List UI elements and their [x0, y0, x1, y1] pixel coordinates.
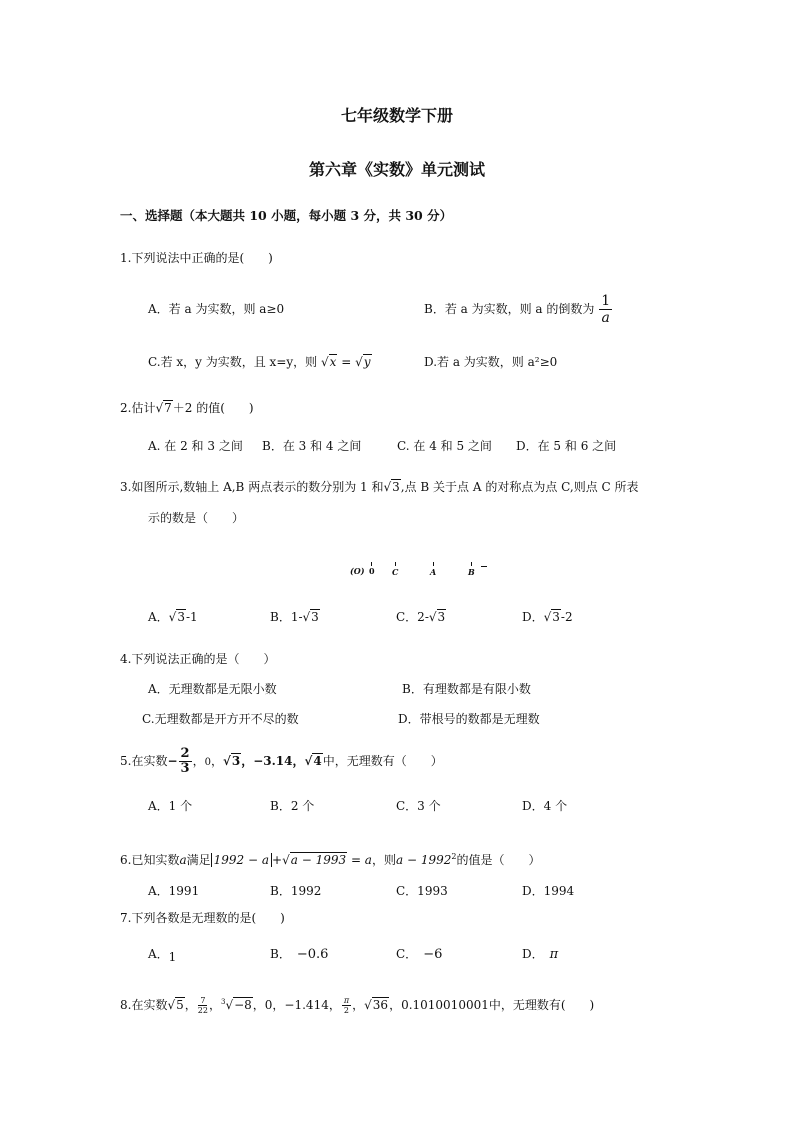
q5-stem-pre: 5.在实数: [120, 754, 168, 768]
q3-line1-post: ,点 B 关于点 A 的对称点为点 C,则点 C 所表: [400, 480, 639, 494]
number-line-origin: (O): [350, 566, 365, 576]
q7-option-c: [396, 946, 442, 963]
q2-option-c: C. 在 4 和 5 之间: [397, 439, 492, 453]
q8-sep1: ，: [184, 998, 197, 1012]
q3-option-d: [522, 609, 573, 625]
q5-den: 3: [180, 761, 190, 776]
q5-sep2: ，: [210, 754, 223, 768]
q5-num: 2: [180, 746, 190, 761]
q2-option-d: D．在 5 和 6 之间: [516, 439, 617, 453]
q8-cube-idx: 3: [220, 998, 226, 1006]
q7-option-d: [522, 946, 558, 963]
q8-r1: 5: [176, 998, 184, 1012]
q8-fraction: [198, 996, 208, 1015]
q6-stem: [120, 849, 540, 868]
q6-stem-pre: 6.已知实数: [120, 853, 180, 867]
q1-c-eq: =: [337, 355, 356, 369]
q6-mid2: ，则: [371, 853, 396, 867]
q1-option-d: D.若 a 为实数，则 a²≥0: [424, 355, 558, 369]
q1-c-text: C.若 x，y 为实数，且 x=y，则: [148, 355, 318, 369]
q5-option-a: A．1 个: [148, 799, 193, 813]
q8-sqrt5: √5: [167, 998, 184, 1012]
q1-b-text: B．若 a 为实数，则 a 的倒数为: [424, 302, 595, 316]
tick-c: [395, 562, 396, 566]
q6-rad: a − 1993: [290, 853, 347, 867]
q2-option-a: A. 在 2 和 3 之间: [148, 439, 243, 453]
q2-stem: [120, 400, 254, 416]
q5-stem-post: 中，无理数有（ ）: [322, 754, 443, 768]
q3-option-a: [148, 609, 198, 625]
q3-d-rad: 3: [552, 610, 560, 624]
q4-option-a: A．无理数都是无限小数: [148, 682, 277, 696]
q6-expr: a − 1992: [395, 853, 452, 867]
q8-f-num: 7: [200, 996, 206, 1005]
number-line-arrow: [481, 566, 487, 567]
q5-mid: ，−3.14，: [241, 754, 305, 768]
q3-d-sqrt: √3: [543, 610, 560, 624]
q7-c-pre: C．: [396, 947, 418, 961]
q5-r2: 4: [313, 754, 322, 768]
q3-line1-rad: 3: [392, 480, 400, 494]
q3-stem-line1: [120, 479, 639, 495]
q8-r2: 36: [372, 998, 389, 1012]
q8-pi-den: 2: [343, 1006, 350, 1015]
doc-subtitle: 第六章《实数》单元测试: [308, 160, 485, 179]
q3-sqrt: √3: [383, 480, 400, 494]
q3-c-rad: 3: [437, 610, 446, 624]
q5-stem: [120, 746, 443, 778]
q8-f-den: 22: [197, 1006, 208, 1015]
q7-b-pre: B．: [270, 947, 291, 961]
q4-stem: 4.下列说法正确的是（ ）: [120, 652, 276, 666]
q3-b-pre: B．1-: [270, 610, 303, 624]
q6-eq: = a: [347, 853, 372, 867]
number-line: [350, 560, 490, 580]
q8-cuberoot: $^3$√−8: [220, 998, 252, 1012]
q5-option-d: D．4 个: [522, 799, 568, 813]
q6-var: a: [179, 853, 187, 867]
q6-stem-post: 的值是（ ）: [456, 853, 541, 867]
doc-title: 七年级数学下册: [340, 106, 453, 125]
q5-zero: 0: [204, 757, 211, 768]
q5-fraction: [179, 747, 192, 776]
q3-b-rad: 3: [311, 610, 319, 624]
q1-b-den: a: [601, 310, 610, 326]
q3-option-c: [396, 609, 446, 625]
q6-abs: 1992 − a: [211, 853, 272, 867]
q1-option-a: A．若 a 为实数，则 a≥0: [148, 302, 285, 316]
q1-c-sqrt-x: √x: [321, 355, 337, 369]
q7-d-pre: D．: [522, 947, 544, 961]
q4-option-c: C.无理数都是开方开不尽的数: [142, 712, 299, 726]
number-line-a: A: [430, 567, 437, 577]
q5-option-c: C．3 个: [396, 799, 441, 813]
q8-sep2: ，: [208, 998, 221, 1012]
q8-mid2: ，0.1010010001: [389, 998, 489, 1012]
q3-a-pre: A．: [148, 610, 169, 624]
q8-sqrt36: √36: [364, 998, 389, 1012]
q4-option-b: B．有理数都是有限小数: [402, 682, 531, 696]
q8-stem: [120, 990, 594, 1017]
q7-a-val: 1: [168, 950, 177, 964]
q6-option-d: D．1994: [522, 884, 575, 898]
q3-c-pre: C．2-: [396, 610, 429, 624]
q7-a-pre: A．: [148, 947, 169, 961]
q8-stem-pre: 8.在实数: [120, 998, 168, 1012]
q5-sqrt4: √4: [304, 754, 322, 768]
q7-d-val: π: [549, 947, 559, 962]
q3-stem-line2: 示的数是（ ）: [148, 511, 245, 525]
q3-d-pre: D．: [522, 610, 544, 624]
q1-stem: 1.下列说法中正确的是( ): [120, 251, 273, 265]
q1-c-sqrt-y: √y: [355, 355, 371, 369]
q3-d-post: -2: [560, 610, 573, 624]
q8-pi-fraction: [342, 996, 351, 1015]
q2-sqrt: √7: [155, 401, 172, 415]
q8-stem-post: 中，无理数有( ): [488, 998, 595, 1012]
q3-a-sqrt: √3: [168, 610, 185, 624]
q7-option-b: [270, 946, 328, 963]
q7-stem: 7.下列各数是无理数的是( ): [120, 911, 285, 925]
number-line-b: B: [468, 567, 475, 577]
q7-c-val: −6: [423, 947, 443, 962]
number-line-zero: 0: [369, 566, 375, 576]
tick-a: [433, 562, 434, 566]
q8-pi-num: π: [343, 996, 350, 1005]
q1-option-c: [148, 354, 372, 370]
q7-option-a: [148, 946, 176, 962]
q3-a-rad: 3: [177, 610, 185, 624]
q1-c-x: x: [329, 355, 337, 369]
q3-c-sqrt: √3: [428, 610, 446, 624]
q5-sep1: ，: [192, 754, 205, 768]
q7-b-val: −0.6: [296, 947, 329, 962]
q6-plus: +: [272, 853, 283, 867]
q8-mid1: ，0，−1.414，: [252, 998, 341, 1012]
section-heading: 一、选择题（本大题共 10 小题，每小题 3 分，共 30 分）: [120, 208, 453, 223]
q1-option-b: [424, 293, 613, 326]
q3-a-post: -1: [185, 610, 198, 624]
q8-cube-rad: −8: [234, 998, 252, 1012]
q1-b-fraction: [599, 293, 612, 326]
q2-stem-pre: 2.估计: [120, 401, 156, 415]
q2-option-b: B．在 3 和 4 之间: [262, 439, 362, 453]
q5-neg: −: [167, 754, 178, 768]
q1-c-y: y: [363, 355, 371, 369]
q5-sqrt3: √3: [222, 754, 241, 768]
q6-mid1: 满足: [186, 853, 211, 867]
tick-b: [471, 562, 472, 566]
q3-line1-pre: 3.如图所示,数轴上 A,B 两点表示的数分别为 1 和: [120, 480, 384, 494]
q4-option-d: D．带根号的数都是无理数: [398, 712, 540, 726]
q5-option-b: B．2 个: [270, 799, 315, 813]
q6-option-a: A．1991: [148, 884, 200, 898]
q1-b-num: 1: [601, 293, 611, 309]
q3-b-sqrt: √3: [302, 610, 319, 624]
q3-option-b: [270, 609, 320, 625]
q2-rad: 7: [164, 401, 172, 415]
q5-r1: 3: [231, 754, 241, 768]
q6-sqrt: √a − 1993: [282, 853, 347, 867]
q8-sep3: ，: [352, 998, 365, 1012]
q2-stem-post: ＋2 的值( ): [172, 401, 254, 415]
q6-option-b: B．1992: [270, 884, 322, 898]
number-line-c: C: [392, 567, 399, 577]
q6-sup: 2: [451, 852, 457, 861]
q6-option-c: C．1993: [396, 884, 448, 898]
